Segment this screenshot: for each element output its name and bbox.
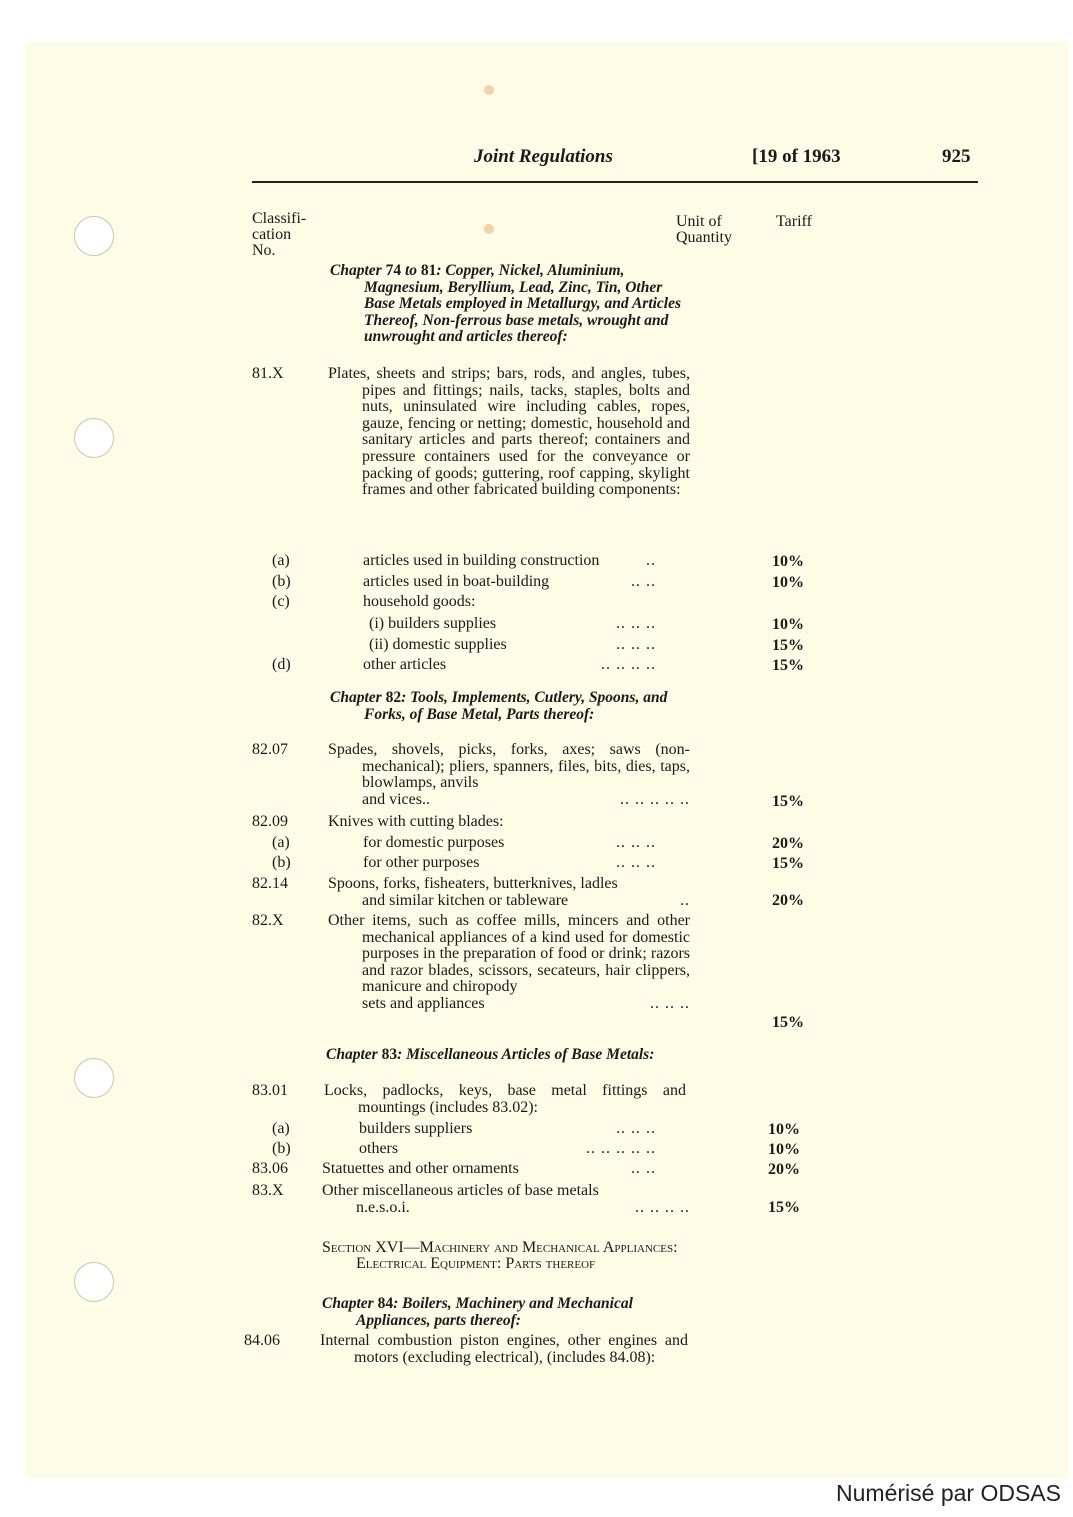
item-description: Locks, padlocks, keys, base metal fittings and mountings (includes 83.02): xyxy=(324,1082,686,1116)
tariff-value: 15% xyxy=(772,793,804,810)
digitization-credit: Numérisé par ODSAS xyxy=(836,1480,1061,1506)
item-description: Other miscellaneous articles of base metals n.e.s.o.i. .. .. .. .. xyxy=(322,1182,690,1216)
sub-sub-item: (ii) domestic supplies .. .. .. xyxy=(369,636,656,653)
sub-item: other articles .. .. .. .. xyxy=(363,656,656,673)
item-description: Knives with cutting blades: xyxy=(328,813,504,830)
tariff-value: 20% xyxy=(772,892,804,909)
item-description: Spades, shovels, picks, forks, axes; saws (non-mechanical); pliers, spanners, files, bits, dies, taps, blowlamps, anvils and vices.. .. .. .. .. .. xyxy=(328,741,690,808)
classification-code: 82.07 xyxy=(252,741,288,758)
classification-code: 81.X xyxy=(252,365,284,382)
item-description: Internal combustion piston engines, other engines and motors (excluding electrical), (includes 84.08): xyxy=(320,1332,688,1366)
sub-code: (c) xyxy=(272,593,290,610)
item-description: Plates, sheets and strips; bars, rods, and angles, tubes, pipes and fittings; nails, tacks, staples, bolts and nuts, uninsulated wire including cables, ropes, gauze, fencing or netting; domestic, household and sanitary articles and parts thereof; containers and pressure containers used for the conveyance or packing of goods; guttering, roof capping, skylight frames and other fabricated building components: xyxy=(328,365,690,499)
classification-code: 83.X xyxy=(252,1182,284,1199)
tariff-value: 15% xyxy=(768,1199,800,1216)
item-description: Other items, such as coffee mills, mincers and other mechanical appliances of a kind used for domestic purposes in the preparation of food or drink; razors and razor blades, scissors, secateurs, hair clippers, manicure and chiropody sets and appliances .. .. .. xyxy=(328,912,690,1012)
stain-mark xyxy=(484,224,494,234)
stain-mark xyxy=(484,85,494,95)
sub-code: (a) xyxy=(272,1120,290,1137)
item-description: Statuettes and other ornaments .. .. xyxy=(322,1160,656,1177)
chapter-74-81-heading: Chapter 74 to 81: Copper, Nickel, Aluminium, Magnesium, Beryllium, Lead, Zinc, Tin, Other Base Metals employed in Metallurgy, and Articles Thereof, Non-ferrous base metals, wrought and unwrought and articles thereof: xyxy=(330,262,682,346)
tariff-value: 10% xyxy=(772,553,804,570)
classification-code: 84.06 xyxy=(244,1332,280,1349)
classification-code: 83.01 xyxy=(252,1082,288,1099)
header-rule xyxy=(252,181,978,183)
sub-code: (d) xyxy=(272,656,291,673)
tariff-value: 10% xyxy=(768,1121,800,1138)
sub-code: (a) xyxy=(272,834,290,851)
punch-hole xyxy=(74,418,114,458)
punch-hole xyxy=(74,1058,114,1098)
header-title: Joint Regulations xyxy=(474,146,613,167)
sub-code: (b) xyxy=(272,1140,291,1157)
column-heading-classification: Classifi- cation No. xyxy=(252,210,307,259)
sub-sub-item: (i) builders supplies .. .. .. xyxy=(369,615,656,632)
classification-code: 82.09 xyxy=(252,813,288,830)
column-heading-unit: Unit of Quantity xyxy=(676,213,732,246)
tariff-value: 15% xyxy=(772,657,804,674)
punch-hole xyxy=(74,216,114,256)
sub-item: others .. .. .. .. .. xyxy=(359,1140,656,1157)
section-heading: Section XVI—Machinery and Mechanical Appliances: Electrical Equipment: Parts thereof xyxy=(322,1239,678,1272)
sub-code: (a) xyxy=(272,552,290,569)
chapter-82-heading: Chapter 82: Tools, Implements, Cutlery, Spoons, and Forks, of Base Metal, Parts thereof: xyxy=(330,689,668,723)
item-description: Spoons, forks, fisheaters, butterknives, ladles and similar kitchen or tableware .. xyxy=(328,875,690,909)
sub-item: articles used in boat-building .. .. xyxy=(363,573,656,590)
sub-code: (b) xyxy=(272,573,291,590)
sub-item: household goods: xyxy=(363,593,476,610)
column-heading-tariff: Tariff xyxy=(776,213,812,230)
tariff-value: 20% xyxy=(772,835,804,852)
tariff-value: 10% xyxy=(772,574,804,591)
tariff-value: 15% xyxy=(772,637,804,654)
tariff-value: 10% xyxy=(768,1141,800,1158)
tariff-value: 20% xyxy=(768,1161,800,1178)
sub-item: articles used in building construction .. xyxy=(363,552,656,569)
tariff-value: 15% xyxy=(772,1014,804,1031)
classification-code: 83.06 xyxy=(252,1160,288,1177)
chapter-83-heading: Chapter 83: Miscellaneous Articles of Base Metals: xyxy=(326,1046,655,1063)
tariff-value: 15% xyxy=(772,855,804,872)
chapter-84-heading: Chapter 84: Boilers, Machinery and Mechanical Appliances, parts thereof: xyxy=(322,1295,633,1329)
punch-hole xyxy=(74,1262,114,1302)
page-number: 925 xyxy=(942,146,971,167)
header-act: [19 of 1963 xyxy=(752,146,841,167)
sub-code: (b) xyxy=(272,854,291,871)
sub-item: for domestic purposes .. .. .. xyxy=(363,834,656,851)
classification-code: 82.14 xyxy=(252,875,288,892)
sub-item: builders suppliers .. .. .. xyxy=(359,1120,656,1137)
classification-code: 82.X xyxy=(252,912,284,929)
sub-item: for other purposes .. .. .. xyxy=(363,854,656,871)
tariff-value: 10% xyxy=(772,616,804,633)
